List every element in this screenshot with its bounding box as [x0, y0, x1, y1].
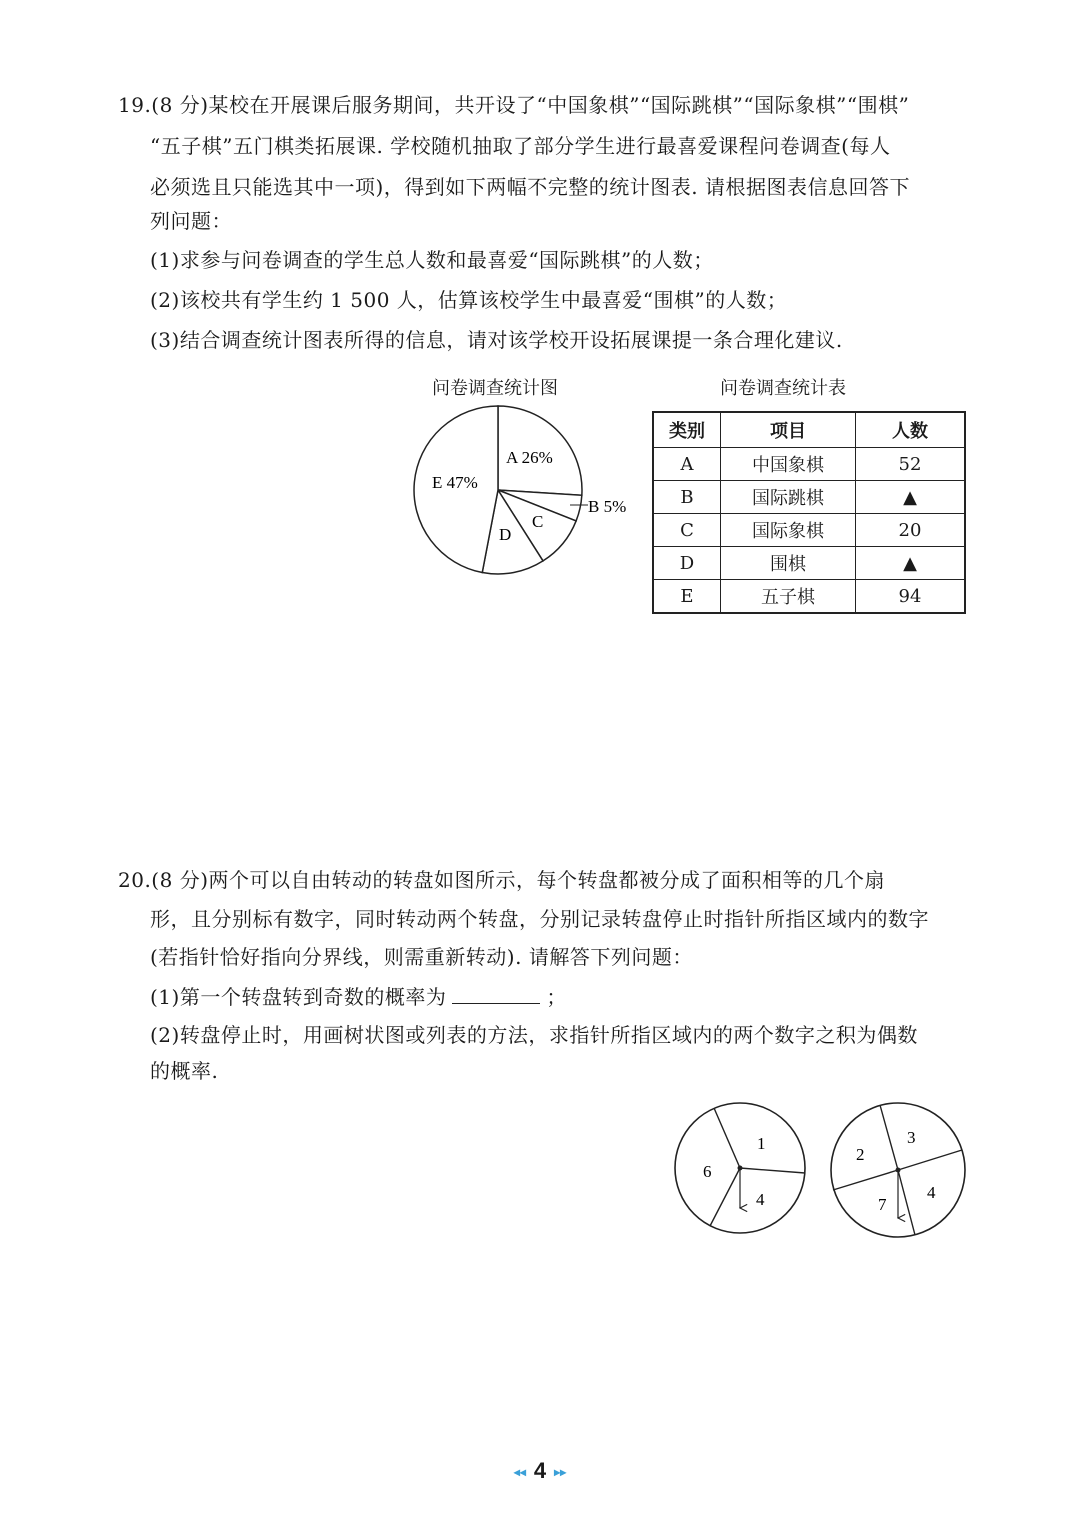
- table-row: [653, 547, 965, 580]
- col-header: 人数: [856, 412, 966, 448]
- q20-line-3: (若指针恰好指向分界线，则需重新转动). 请解答下列问题：: [150, 945, 693, 969]
- spinner-2-label: 2: [856, 1145, 865, 1164]
- pie-label-e: E 47%: [432, 473, 478, 492]
- q20-sub-1-prefix: (1)第一个转盘转到奇数的概率为: [150, 985, 447, 1009]
- q19-sub-2: (2)该校共有学生约 1 500 人，估算该校学生中最喜爱“围棋”的人数；: [150, 288, 788, 312]
- table-row: [653, 580, 965, 614]
- q20-line-2: 形，且分别标有数字，同时转动两个转盘，分别记录转盘停止时指针所指区域内的数字: [150, 907, 929, 931]
- table-cell: 94: [856, 580, 966, 614]
- q19-line-1: 19.(8 分)某校在开展课后服务期间，共开设了“中国象棋”“国际跳棋”“国际象棋”“围棋”: [118, 93, 910, 117]
- triangle-placeholder: ▲: [856, 547, 966, 580]
- table-title: 问卷调查统计表: [720, 378, 846, 399]
- table-row: [653, 481, 965, 514]
- next-page-icon[interactable]: ▸▸: [554, 1465, 567, 1480]
- q19-sub-1: (1)求参与问卷调查的学生总人数和最喜爱“国际跳棋”的人数；: [150, 248, 714, 272]
- page-footer: [0, 1458, 1080, 1484]
- table-cell: D: [653, 547, 721, 580]
- col-header: 项目: [721, 412, 856, 448]
- pie-label-b: B 5%: [588, 497, 627, 516]
- triangle-placeholder: ▲: [856, 481, 966, 514]
- table-cell: C: [653, 514, 721, 547]
- spinner-2-label: 7: [878, 1195, 887, 1214]
- spinner-1-label: 1: [757, 1134, 766, 1153]
- q20-sub-2: (2)转盘停止时，用画树状图或列表的方法，求指针所指区域内的两个数字之积为偶数: [150, 1023, 918, 1047]
- spinner-1-label: 6: [703, 1162, 712, 1181]
- spinner-2-label: 3: [907, 1128, 916, 1147]
- spinner-2-label: 4: [927, 1183, 936, 1202]
- q20-sub-1: [150, 983, 567, 1010]
- q19-line-4: 列问题：: [150, 209, 232, 233]
- pie-label-a: A 26%: [506, 448, 553, 467]
- table-cell: 中国象棋: [721, 448, 856, 481]
- q19-line-3: 必须选且只能选其中一项)，得到如下两幅不完整的统计图表. 请根据图表信息回答下: [150, 175, 911, 199]
- stat-table: [652, 411, 966, 614]
- table-cell: 五子棋: [721, 580, 856, 614]
- spinner-1-label: 4: [756, 1190, 765, 1209]
- spinner-1: [675, 1103, 805, 1233]
- q20-line-1: 20.(8 分)两个可以自由转动的转盘如图所示，每个转盘都被分成了面积相等的几个扇: [118, 868, 885, 892]
- table-cell: A: [653, 448, 721, 481]
- pie-title: 问卷调查统计图: [432, 378, 558, 399]
- table-cell: 国际象棋: [721, 514, 856, 547]
- q19-sub-3: (3)结合调查统计图表所得的信息，请对该学校开设拓展课提一条合理化建议.: [150, 328, 843, 352]
- answer-blank[interactable]: [452, 983, 540, 1004]
- table-row: [653, 514, 965, 547]
- table-cell: B: [653, 481, 721, 514]
- table-cell: 国际跳棋: [721, 481, 856, 514]
- table-cell: 52: [856, 448, 966, 481]
- pie-label-d: D: [499, 525, 512, 544]
- q20-sub-2b: 的概率.: [150, 1059, 219, 1083]
- page-number: 4: [533, 1458, 547, 1483]
- pie-chart: [400, 400, 640, 590]
- table-cell: 20: [856, 514, 966, 547]
- table-cell: 围棋: [721, 547, 856, 580]
- q20-sub-1-suffix: ；: [546, 985, 567, 1009]
- spinner-2: [831, 1103, 965, 1237]
- table-row: [653, 448, 965, 481]
- col-header: 类别: [653, 412, 721, 448]
- pie-label-c: C: [532, 512, 544, 531]
- prev-page-icon[interactable]: ◂◂: [513, 1465, 526, 1480]
- spinners: [670, 1095, 980, 1245]
- q19-line-2: “五子棋”五门棋类拓展课. 学校随机抽取了部分学生进行最喜爱课程问卷调查(每人: [150, 134, 891, 158]
- table-cell: E: [653, 580, 721, 614]
